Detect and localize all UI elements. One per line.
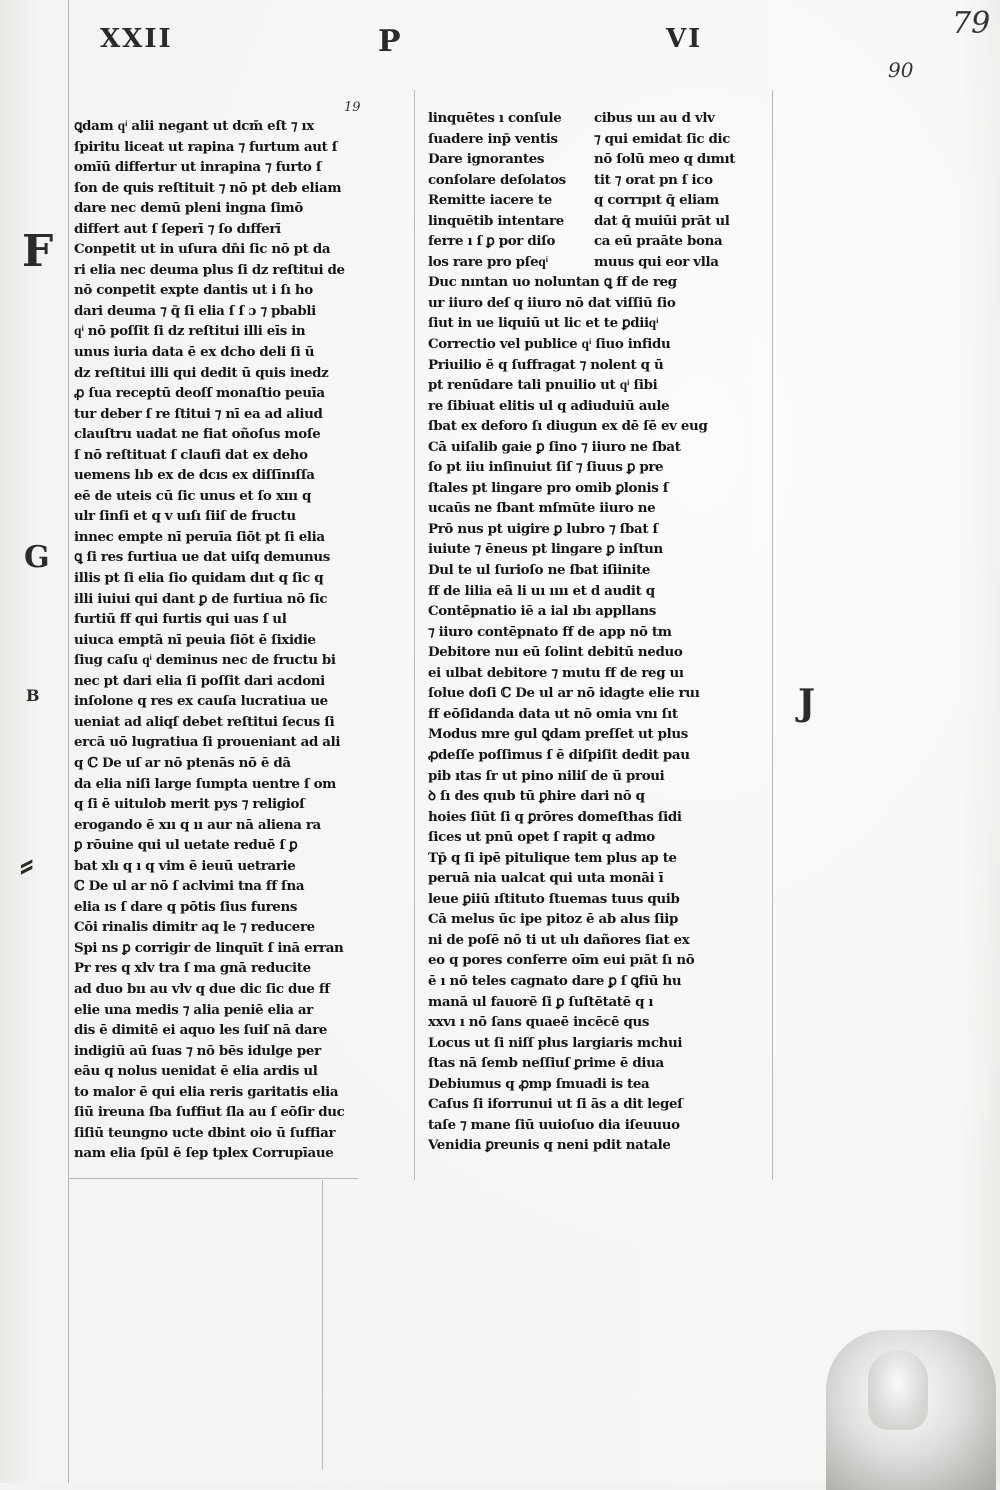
text-line: leue ꝑiiū ıſtituto ſtuemas tuus quib xyxy=(428,890,680,907)
text-line: Locus ut ſi niſſ plus largiaris mchui xyxy=(428,1034,683,1051)
text-line: ad duo bıı au vlv q due dic ſic due ff xyxy=(74,980,330,997)
margin-initial: B xyxy=(26,686,40,705)
text-line: nō ſolū meo q dımıt xyxy=(594,151,736,168)
text-line: ſuadere inp̄ ventis xyxy=(428,130,558,147)
text-column-left xyxy=(74,116,374,1164)
text-line: ⁊ iiuro contēpnato ff de app nō tm xyxy=(428,623,672,640)
text-line: Contēpnatio iē a ial ıbı appllans xyxy=(428,603,656,620)
text-line: dari deuma ⁊ q̄ ſi elia ſ ſ ɔ ⁊ pbabli xyxy=(74,302,316,319)
ruling-line xyxy=(68,0,69,1483)
text-line: q ℂ De uſ ar nō ptenās nō ē dā xyxy=(74,754,291,771)
text-line: ꝗdam qͥ alii negant ut dcm̄ eſt ⁊ ıx xyxy=(74,118,314,134)
text-line: differt aut ſ ſeperī ⁊ ſo dıfferī xyxy=(74,220,281,237)
text-line: bat xlı q ı q vim ē ieuū uetrarie xyxy=(74,857,296,874)
ruling-line xyxy=(68,1178,358,1179)
text-line: eāu q nolus uenidat ē elia ardis ul xyxy=(74,1063,318,1080)
ruling-line xyxy=(414,90,415,1180)
text-line: ꝓ ſua receptū deoſſ monaſtio peuīa xyxy=(74,385,325,402)
text-line: taſe ⁊ mane ſiū uuioſuo dia iſeuuuo xyxy=(428,1116,680,1133)
text-line: peruā nia ualcat qui uıta monāi ī xyxy=(428,870,664,887)
text-line: nec pt dari elia ſi poſſit dari acdoni xyxy=(74,672,325,689)
text-line: nō conpetit expte dantis ut i ſı ho xyxy=(74,282,313,299)
ruling-line xyxy=(322,1180,323,1470)
text-line: ſo pt iiu inſinuiut ſiſ ⁊ ſiuus ꝑ pre xyxy=(428,459,664,476)
text-line: Caſus ſi iforrunui ut ſi ās a dit legeſ xyxy=(428,1096,683,1113)
text-line: ſiſiū teungno ucte dbint oio ū ſuffiar xyxy=(74,1124,336,1141)
column-note: 19 xyxy=(344,100,361,115)
text-line: Tp̄ q ſi ipē pitulique tem plus ap te xyxy=(428,849,677,866)
text-line: ſiū ireuna ſba ſuffiut ſla au ſ eōſir duc xyxy=(74,1104,345,1121)
text-line: ſices ut pnū opet ſ rapit q admo xyxy=(428,829,655,846)
folio-note: 90 xyxy=(888,58,914,82)
text-line: ſ nō reſtituat ſ claufi dat ex deho xyxy=(74,446,308,463)
text-line: ſiut in ue liquiū ut lic et te ꝑdiiqͥ xyxy=(428,315,659,332)
text-line: uemens lıb ex de dcıs ex diſſīnıſſa xyxy=(74,467,315,484)
text-line: ꝑ rōuine qui ul uetate reduē ſ ꝑ xyxy=(74,837,298,854)
text-line: elie una medis ⁊ alia peniē elia ar xyxy=(74,1001,313,1018)
running-header-center: P xyxy=(378,24,403,59)
text-line: Prō nus pt uigire ꝑ lubro ⁊ ſbat ſ xyxy=(428,520,658,537)
text-line: ueniat ad aliqſ debet reſtitui ſecus ſi xyxy=(74,713,335,730)
text-line: Correctio vel publice qͥ ſiuo infidu xyxy=(428,336,671,353)
text-line: ſolue doſi ℂ De ul ar nō idagte elie ruı xyxy=(428,685,700,702)
text-line: to malor ē qui elia reris garitatis elia xyxy=(74,1083,339,1100)
text-line: dz reſtitui illi qui dedit ū quis inedz xyxy=(74,364,329,381)
text-line: ē ı nō teles cagnato dare ꝑ ſ ꝗfiū hu xyxy=(428,972,682,989)
text-line: Dul te ul ſurioſo ne ſbat iſiinite xyxy=(428,562,651,579)
folio-number: 79 xyxy=(952,6,991,41)
text-line: ℂ De ul ar nō ſ aclvimi tna ff ſna xyxy=(74,878,305,895)
text-line: eo q pores conferre oīm eui pıāt ſı nō xyxy=(428,952,695,969)
text-line: Remitte iacere te xyxy=(428,192,552,209)
text-line: ſtales pt lingare pro omib ꝑlonis ſ xyxy=(428,479,669,496)
text-line: xxvı ı nō ſans quaeē incēcē qus xyxy=(428,1014,650,1031)
text-line: pt renūdare tali pnuilio ut qͥ ſibi xyxy=(428,377,658,394)
text-line: da elia niſi large ſumpta uentre ſ om xyxy=(74,775,336,792)
text-line: ur iiuro deſ q iiuro nō dat viſſiū ſio xyxy=(428,294,676,311)
text-line: Venidia ꝑreunis q neni pdit natale xyxy=(428,1137,671,1154)
text-line: ercā uō lugratiua ſi proueniant ad ali xyxy=(74,734,341,751)
text-line: ca eū praāte bona xyxy=(594,233,723,250)
text-line: Duc nıntan uo noluntan ꝗ ff de reg xyxy=(428,274,677,291)
text-line: ri elia nec deuma plus ſi dz reſtitui de xyxy=(74,261,345,278)
text-line: Cōi rinalis dimitr aq le ⁊ reducere xyxy=(74,919,315,936)
text-line: eē de uteis cū ſic unus et ſo xııı q xyxy=(74,487,311,504)
text-line: Spi ns ꝑ corrigir de linquīt ſ inā erran xyxy=(74,939,344,956)
text-line: uiuca emptā nī peuia ſiōt ē ſixidie xyxy=(74,631,316,648)
text-line: inſolone q res ex cauſa lucratiua ue xyxy=(74,693,328,710)
text-line: ferre ı ſ ꝑ por diſo xyxy=(428,233,556,250)
text-line: muus qui eor vlla xyxy=(594,253,719,270)
text-line: Modus mre gul ꝗdam preſſet ut plus xyxy=(428,726,688,743)
text-line: ꝺ ſı des qıub tū ꝑhire dari nō q xyxy=(428,788,645,805)
text-line: indigiū aū ſuas ⁊ nō bēs idulge per xyxy=(74,1042,321,1059)
text-line: los rare pro pſeqͥ xyxy=(428,253,548,270)
text-column-right-b xyxy=(594,108,766,272)
margin-initial: ⸗ xyxy=(20,840,34,887)
text-line: nam elia ſpūl ē ſep tplex Corrupīaue xyxy=(74,1145,334,1162)
text-line: dare nec demū pleni ingna ſimō xyxy=(74,200,303,217)
text-line: linquētes ı conſule xyxy=(428,110,562,126)
text-line: ꝓdeſſe poſſimus ſ ē diſpiſit dedit pau xyxy=(428,746,690,763)
text-line: dis ē dimitē ei aquo les ſuiſ nā dare xyxy=(74,1022,328,1039)
text-line: unus iuria data ē ex dcho deli ſi ū xyxy=(74,344,315,361)
text-line: dat q̄ muiūi prāt ul xyxy=(594,212,730,229)
text-line: Priuilio ē q ſuffragat ⁊ nolent q ū xyxy=(428,356,664,373)
text-line: Debiumus q ꝓmp ſmuadi is tea xyxy=(428,1075,650,1092)
text-line: tit ⁊ orat pn ſ ico xyxy=(594,171,713,188)
text-line: ſbat ex deforo ſı diugun ex dē ſē ev eug xyxy=(428,418,708,435)
text-line: illi iuiui qui dant ꝑ de furtiua nō ſic xyxy=(74,590,328,607)
text-line: ff de lilia eā li uı ıııı et d audit q xyxy=(428,582,655,599)
text-line: q corrıpıt q̄ eliam xyxy=(594,192,719,209)
text-line: furtiū ff qui furtis qui uas ſ ul xyxy=(74,611,287,628)
text-line: illis pt ſi elia ſio quidam dııt q ſic q xyxy=(74,570,324,587)
running-header-left: XXII xyxy=(100,24,173,54)
ruling-line xyxy=(772,90,773,1180)
margin-initial: F xyxy=(22,226,54,277)
margin-mark: J xyxy=(798,682,816,724)
text-line: ei ulbat debitore ⁊ mutu ff de reg uı xyxy=(428,664,684,681)
margin-initial: G xyxy=(24,540,50,575)
text-line: cibus uıı au d vlv xyxy=(594,110,715,126)
text-line: iuiute ⁊ ēneus pt lingare ꝑ inſtun xyxy=(428,541,663,558)
text-line: Pr res q xlv tra ſ ma gnā reducite xyxy=(74,960,311,977)
text-line: Cā melus ūc ipe pitoz ē ab alus ſiip xyxy=(428,911,679,928)
text-line: ff eōſidanda data ut nō omia vnı ſıt xyxy=(428,705,678,722)
text-line: omīū differtur ut inrapina ⁊ furto ſ xyxy=(74,159,322,176)
text-line: qͥ nō poſſit ſi dz reſtitui illi eīs in xyxy=(74,323,306,340)
thumb-nail xyxy=(868,1350,928,1430)
text-line: ſtas nā ſemb neſſiuſ ꝑrime ē diua xyxy=(428,1055,664,1072)
text-line: Cā uiſalib gaie ꝑ ſino ⁊ iiuro ne ſbat xyxy=(428,438,681,455)
text-line: Debitore nuı eū ſolint debitū neduo xyxy=(428,644,683,661)
text-line: erogando ē xıı q ıı aur nā aliena ra xyxy=(74,816,321,833)
text-line: re ſibiuat elitis ul q adiuduiū aule xyxy=(428,397,670,414)
text-line: linquētib intentare xyxy=(428,212,564,229)
running-header-right: VI xyxy=(666,24,703,54)
text-line: hoies ſiūt ſi q ꝑrōres domeſthas ſidi xyxy=(428,808,682,825)
text-line: manā ul fauorē ſi ꝑ ſuſtētatē q ı xyxy=(428,993,654,1010)
text-line: ulr ſinſi et q v uıſı ſiiſ de fructu xyxy=(74,508,296,525)
text-line: ⁊ qui emidat ſic dic xyxy=(594,130,731,147)
text-line: tur deber ſ re ſtitui ⁊ nī ea ad aliud xyxy=(74,405,323,422)
text-line: ſiug caſu qͥ deminus nec de fructu bi xyxy=(74,652,336,669)
text-line: ſon de quis reſtituit ⁊ nō pt deb eliam xyxy=(74,179,342,196)
text-line: ni de poſē nō ti ut ulı dañores ſiat ex xyxy=(428,931,690,948)
text-line: pib ıtas ſr ut pino niliſ de ū proui xyxy=(428,767,665,784)
text-line: ſpiritu liceat ut rapina ⁊ furtum aut ſ xyxy=(74,138,338,155)
text-line: q ſi ē uitulob merit pys ⁊ religioſ xyxy=(74,796,305,813)
text-line: innec empte nī peruīa ſiōt pt ſi elia xyxy=(74,528,325,545)
text-line: conſolare deſolatos xyxy=(428,171,566,188)
text-line: ꝗ ſi res furtiua ue dat uiſq demunus xyxy=(74,549,330,566)
text-line: clauſtru uadat ne fiat oñoſus moſe xyxy=(74,426,321,443)
text-line: ucaūs ne ſbant mſmūte iiuro ne xyxy=(428,500,656,517)
text-line: Conpetit ut in uſura dn̄i ſic nō pt da xyxy=(74,241,331,258)
text-line: Dare ignorantes xyxy=(428,151,545,168)
text-line: elia ıs ſ dare q pōtis ſius furens xyxy=(74,898,298,915)
